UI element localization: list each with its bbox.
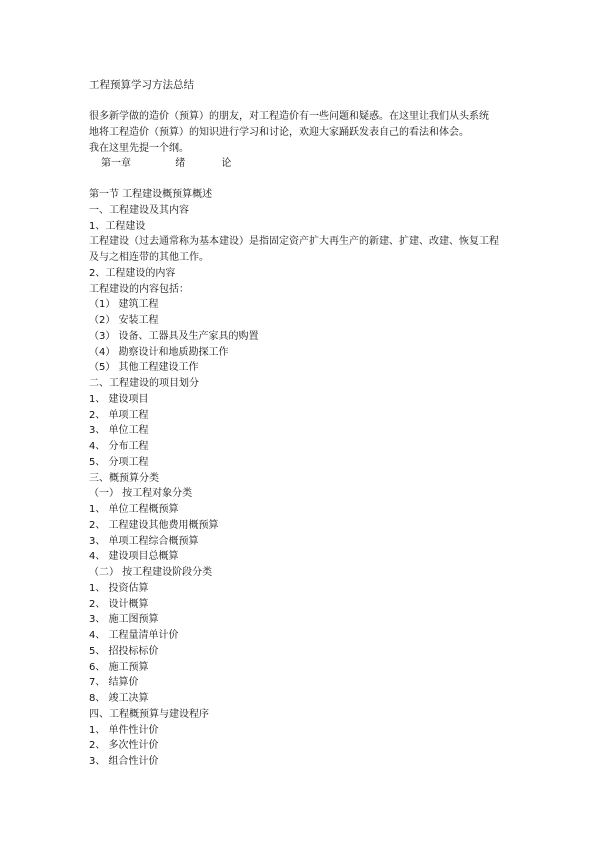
intro-line-2: 地将工程造价（预算）的知识进行学习和讨论，欢迎大家踊跃发表自己的看法和体会。 [89,127,469,138]
body-line: （1） 建筑工程 [89,299,159,311]
body-line: 2、 设计概算 [89,598,149,610]
body-line: 1、工程建设 [89,220,146,232]
body-line: 4、 分布工程 [89,441,149,452]
body-line: 及与之相连带的其他工作。 [89,252,209,263]
chapter-heading [101,157,231,170]
intro-line-1: 很多新学做的造价（预算）的朋友，对工程造价有一些问题和疑惑。在这里让我们从头系统 [89,111,489,122]
body-line: 3、 施工图预算 [89,614,159,626]
chapter-number: 第一章 [101,158,131,169]
chapter-title-char-2: 论 [221,158,232,169]
body-line: 1、 建设项目 [89,393,149,405]
body-line: 三、概预算分类 [89,472,159,484]
body-line: 4、 工程量清单计价 [89,630,179,641]
body-line: 7、 结算价 [89,677,139,689]
body-line: （一） 按工程对象分类 [89,488,193,500]
body-line: 二、工程建设的项目划分 [89,378,199,389]
body-line: （2） 安装工程 [89,315,159,326]
body-line: （3） 设备、工器具及生产家具的购置 [89,330,259,342]
body-line: 1、 单件性计价 [89,724,159,736]
body-line: （4） 勘察设计和地质勘探工作 [89,346,229,358]
intro-line-3: 我在这里先提一个纲。 [89,143,189,154]
body-line: 工程建设（过去通常称为基本建设）是指固定资产扩大再生产的新建、扩建、改建、恢复工程 [89,236,499,248]
body-line: 工程建设的内容包括： [89,283,189,295]
body-line: 1、 单位工程概预算 [89,504,179,515]
body-line: 8、 竣工决算 [89,693,149,704]
body-line: 3、 单项工程综合概预算 [89,535,199,547]
body-line: 6、 施工预算 [89,661,149,673]
body-line: 2、工程建设的内容 [89,267,176,279]
body-line: 4、 建设项目总概算 [89,551,179,563]
document-title: 工程预算学习方法总结 [89,79,194,91]
body-line: 5、 招投标标价 [89,645,159,657]
body-line: 1、 投资估算 [89,582,149,594]
body-line: 5、 分项工程 [89,456,149,468]
body-line: 2、 多次性计价 [89,740,159,752]
body-line: 2、 单项工程 [89,409,149,421]
body-line: 一、工程建设及其内容 [89,204,189,216]
body-line: （二） 按工程建设阶段分类 [89,567,213,578]
chapter-title-char-1: 绪 [175,158,186,169]
body-line: 3、 单位工程 [89,425,149,437]
body-line: 第一节 工程建设概预算概述 [89,189,213,200]
body-line: 3、 组合性计价 [89,756,159,767]
body-line: （5） 其他工程建设工作 [89,362,199,374]
body-line: 2、 工程建设其他费用概预算 [89,519,219,531]
body-line: 四、工程概预算与建设程序 [89,708,209,720]
